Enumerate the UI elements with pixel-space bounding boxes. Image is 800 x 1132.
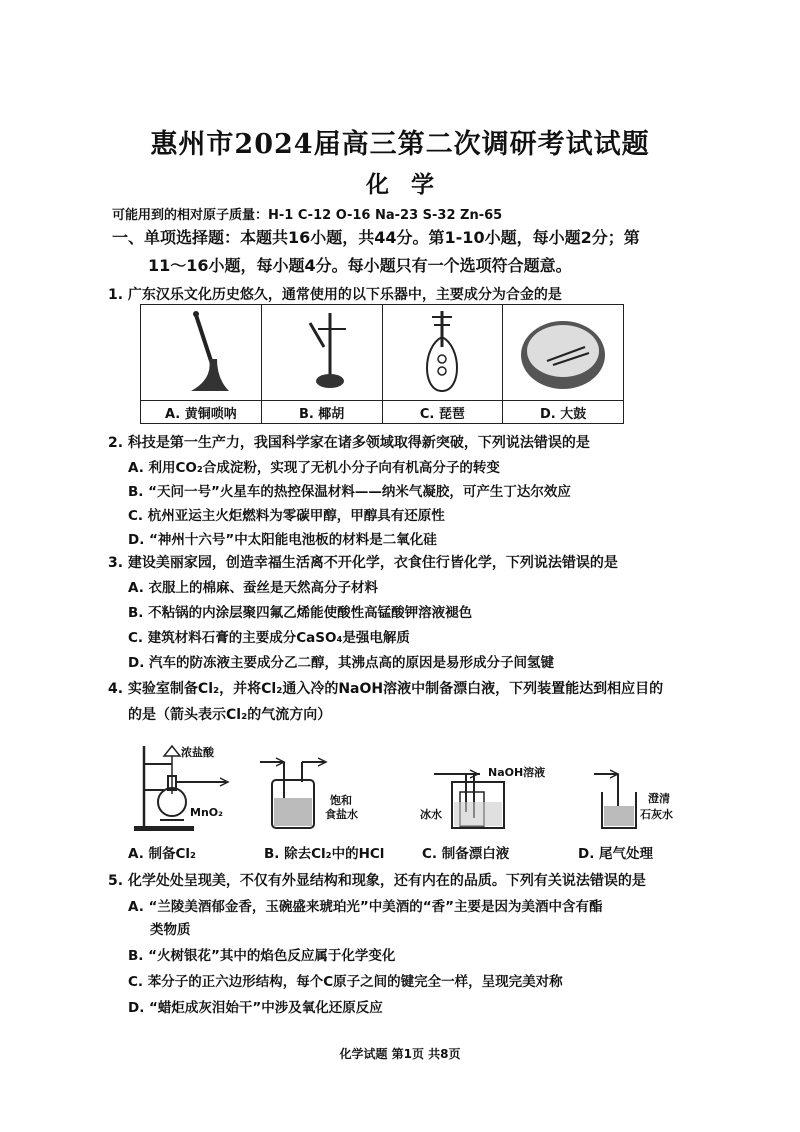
question-3-stem: 3. 建设美丽家园，创造幸福生活离不开化学，衣食住行皆化学，下列说法错误的是 (108, 555, 618, 571)
option-5c: C. 苯分子的正六边形结构，每个C原子之间的键完全一样，呈现完美对称 (128, 974, 563, 990)
option-3d: D. 汽车的防冻液主要成分乙二醇，其沸点高的原因是易形成分子间氢键 (128, 655, 555, 671)
option-3a: A. 衣服上的棉麻、蚕丝是天然高分子材料 (128, 580, 379, 596)
option-2d: D. “神州十六号”中太阳能电池板的材料是二氧化硅 (128, 532, 437, 548)
option-5a-line1: A. “兰陵美酒郁金香，玉碗盛来琥珀光”中美酒的“香”主要是因为美酒中含有酯 (128, 899, 603, 915)
section-heading-line1: 一、单项选择题：本题共16小题，共44分。第1-10小题，每小题2分；第 (112, 228, 640, 247)
option-1a: A. 黄铜唢呐 (141, 401, 262, 424)
option-4b: B. 除去Cl₂中的HCl (264, 846, 385, 862)
option-1d: D. 大鼓 (503, 401, 624, 424)
option-4a: A. 制备Cl₂ (128, 846, 196, 862)
apparatus-d (590, 752, 650, 836)
label-limewater-2: 石灰水 (640, 808, 673, 821)
question-4-stem-line1: 4. 实验室制备Cl₂，并将Cl₂通入冷的NaOH溶液中制备漂白液，下列装置能达到相应目的 (108, 681, 664, 697)
label-saturated-1: 饱和 (330, 794, 352, 807)
instrument-table (140, 304, 624, 424)
option-2a: A. 利用CO₂合成淀粉，实现了无机小分子向有机高分子的转变 (128, 460, 500, 476)
gas-washing-bottle-diagram (258, 752, 328, 832)
option-2c: C. 杭州亚运主火炬燃料为零碳甲醇，甲醇具有还原性 (128, 508, 445, 524)
label-saturated-2: 食盐水 (325, 808, 358, 821)
option-2b: B. “天问一号”火星车的热控保温材料——纳米气凝胶，可产生丁达尔效应 (128, 484, 571, 500)
question-1-stem: 1. 广东汉乐文化历史悠久，通常使用的以下乐器中，主要成分为合金的是 (108, 287, 562, 303)
option-5d: D. “蜡炬成灰泪始干”中涉及氧化还原反应 (128, 1000, 383, 1016)
question-2-stem: 2. 科技是第一生产力，我国科学家在诸多领域取得新突破，下列说法错误的是 (108, 435, 590, 451)
instrument-cell-a (141, 305, 262, 401)
option-3c: C. 建筑材料石膏的主要成分CaSO₄是强电解质 (128, 630, 410, 646)
question-4-stem-line2: 的是（箭头表示Cl₂的气流方向） (128, 707, 332, 723)
instrument-cell-d (503, 305, 624, 401)
label-mno2: MnO₂ (190, 806, 223, 819)
option-4d: D. 尾气处理 (578, 846, 654, 862)
yehu-image (272, 307, 372, 395)
pipa-image (392, 307, 492, 395)
option-5b: B. “火树银花”其中的焰色反应属于化学变化 (128, 948, 396, 964)
atomic-masses: 可能用到的相对原子质量：H-1 C-12 O-16 Na-23 S-32 Zn-65 (112, 208, 503, 223)
subject-title: 化学 (366, 171, 456, 198)
option-1c: C. 琵琶 (382, 401, 503, 424)
label-limewater-1: 澄清 (648, 792, 670, 805)
option-1b: B. 椰胡 (261, 401, 382, 424)
option-4c: C. 制备漂白液 (422, 846, 510, 862)
instrument-cell-b (261, 305, 382, 401)
label-ice-water: 冰水 (420, 808, 442, 821)
section-heading-line2: 11～16小题，每小题4分。每小题只有一个选项符合题意。 (148, 256, 572, 275)
apparatus-b (258, 752, 328, 836)
page-footer: 化学试题 第1页 共8页 (339, 1047, 461, 1061)
suona-image (151, 307, 251, 395)
exam-title: 惠州市2024届高三第二次调研考试试题 (150, 129, 650, 160)
question-5-stem: 5. 化学处处呈现美，不仅有外显结构和现象，还有内在的品质。下列有关说法错误的是 (108, 873, 646, 889)
option-3b: B. 不粘锅的内涂层聚四氟乙烯能使酸性高锰酸钾溶液褪色 (128, 605, 473, 621)
option-5a-line2: 类物质 (150, 922, 191, 938)
drum-image (513, 307, 613, 395)
label-naoh-solution: NaOH溶液 (488, 766, 546, 779)
instrument-cell-c (382, 305, 503, 401)
label-conc-hcl: 浓盐酸 (181, 746, 214, 759)
